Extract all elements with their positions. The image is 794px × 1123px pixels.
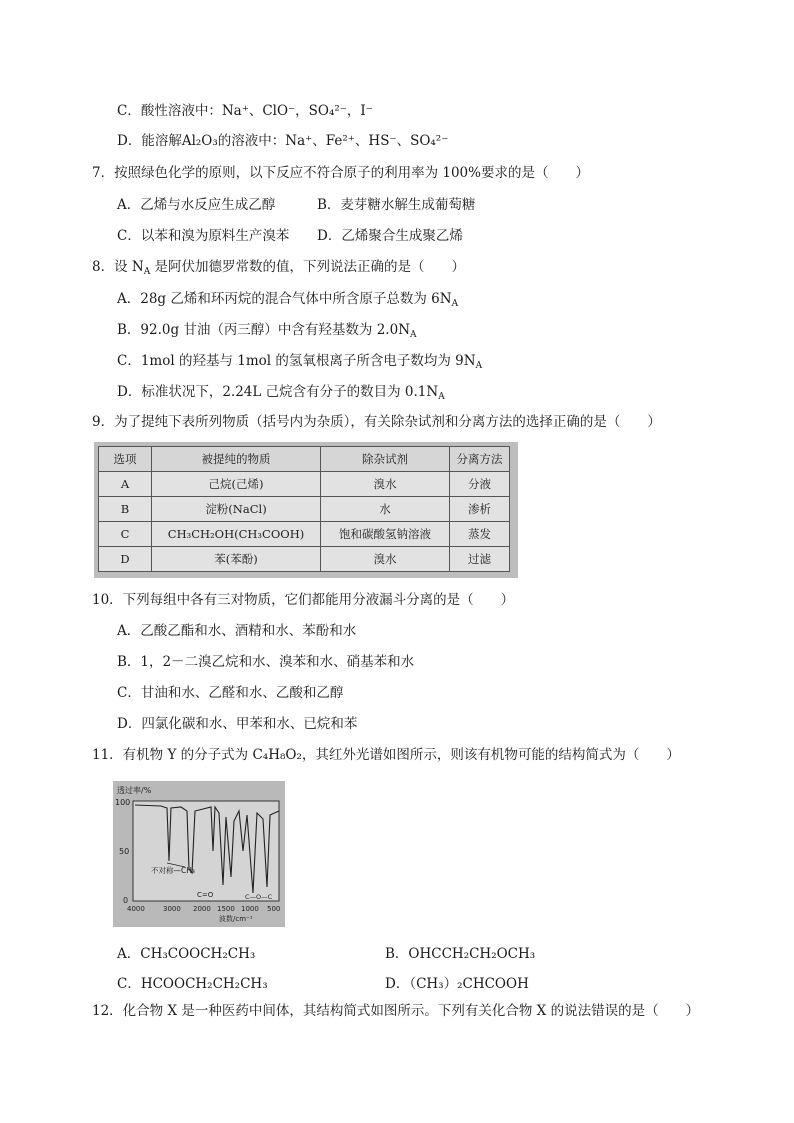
q10-option-d: D．四氯化碳和水、甲苯和水、已烷和苯 — [117, 716, 358, 732]
ir-ylabel: 透过率/% — [117, 786, 152, 795]
table-cell: 水 — [321, 497, 450, 522]
ir-annotation-co: C=O — [197, 891, 214, 899]
q7-option-d: D．乙烯聚合生成聚乙烯 — [317, 228, 463, 244]
question-8: 8．设 $N_A$ 是阿伏加德罗常数的值，下列说法正确的是（ ） — [92, 259, 465, 277]
ir-annotation-ch3: 不对称—CH₃ — [151, 866, 195, 875]
q8-option-c: C．1mol 的羟基与 1mol 的氢氧根离子所含电子数均为 $9N_A$ — [117, 353, 483, 371]
table-header: 被提纯的物质 — [152, 447, 321, 472]
q6-option-d: D．能溶解Al₂O₃的溶液中：Na⁺、Fe²⁺、HS⁻、SO₄²⁻ — [117, 133, 449, 149]
ir-xlabel: 波数/cm⁻¹ — [219, 915, 253, 923]
question-9: 9．为了提纯下表所列物质（括号内为杂质），有关除杂试剂和分离方法的选择正确的是（ ） — [92, 414, 661, 430]
table-cell: CH₃CH₂OH(CH₃COOH) — [152, 522, 321, 547]
ir-ytick: 50 — [119, 847, 130, 856]
question-10: 10．下列每组中各有三对物质，它们都能用分液漏斗分离的是（ ） — [92, 592, 515, 608]
q8-option-b: B．92.0g 甘油（丙三醇）中含有羟基数为 $2.0N_A$ — [117, 322, 417, 340]
purification-table — [98, 446, 510, 572]
ir-ytick: 0 — [123, 896, 129, 905]
table-cell: 饱和碳酸氢钠溶液 — [321, 522, 450, 547]
table-cell: 分液 — [450, 472, 510, 497]
ir-xtick: 500 — [267, 905, 281, 913]
table-cell: 蒸发 — [450, 522, 510, 547]
table-cell: 淀粉(NaCl) — [152, 497, 321, 522]
table-cell: B — [99, 497, 152, 522]
table-cell: 渗析 — [450, 497, 510, 522]
table-header: 分离方法 — [450, 447, 510, 472]
table-row — [99, 522, 510, 547]
ir-xtick: 2000 — [193, 905, 211, 913]
ir-ytick: 100 — [115, 798, 131, 807]
q7-option-b: B．麦芽糖水解生成葡萄糖 — [317, 197, 476, 213]
table-cell: 过滤 — [450, 547, 510, 572]
ir-xtick: 1500 — [217, 905, 235, 913]
table-cell: 苯(苯酚) — [152, 547, 321, 572]
q11-option-d: D．（CH₃）₂CHCOOH — [385, 976, 529, 992]
purification-table-photo — [94, 442, 518, 578]
table-cell: 溴水 — [321, 547, 450, 572]
ir-spectrum-chart — [113, 781, 285, 927]
q11-option-b: B．OHCCH₂CH₂OCH₃ — [385, 946, 536, 962]
table-row — [99, 497, 510, 522]
table-cell: 己烷(己烯) — [152, 472, 321, 497]
table-cell: A — [99, 472, 152, 497]
q7-option-a: A．乙烯与水反应生成乙醇 — [117, 197, 276, 213]
question-7: 7．按照绿色化学的原则，以下反应不符合原子的利用率为 100%要求的是（ ） — [92, 165, 589, 181]
table-cell: 溴水 — [321, 472, 450, 497]
q6-option-c: C．酸性溶液中：Na⁺、ClO⁻，SO₄²⁻，I⁻ — [117, 103, 373, 119]
table-cell: D — [99, 547, 152, 572]
q10-option-c: C．甘油和水、乙醛和水、乙酸和乙醇 — [117, 685, 344, 701]
q8-option-d: D．标准状况下，2.24L 己烷含有分子的数目为 $0.1N_A$ — [117, 384, 445, 402]
q10-option-a: A．乙酸乙酯和水、酒精和水、苯酚和水 — [117, 623, 357, 639]
ir-xtick: 1000 — [241, 905, 259, 913]
q7-option-c: C．以苯和溴为原料生产溴苯 — [117, 228, 290, 244]
q8-option-a: A．28g 乙烯和环丙烷的混合气体中所含原子总数为 $6N_A$ — [117, 291, 459, 309]
table-row — [99, 472, 510, 497]
ir-spectrum-photo — [113, 781, 285, 927]
ir-xtick: 3000 — [163, 905, 181, 913]
table-header-row — [99, 447, 510, 472]
table-header: 选项 — [99, 447, 152, 472]
question-11: 11．有机物 Y 的分子式为 C₄H₈O₂，其红外光谱如图所示，则该有机物可能的结构简式为（ ） — [92, 747, 680, 763]
ir-xtick: 4000 — [127, 905, 145, 913]
q11-option-a: A．CH₃COOCH₂CH₃ — [117, 946, 256, 962]
table-header: 除杂试剂 — [321, 447, 450, 472]
q10-option-b: B．1，2－二溴乙烷和水、溴苯和水、硝基苯和水 — [117, 654, 415, 670]
table-row — [99, 547, 510, 572]
q11-option-c: C．HCOOCH₂CH₂CH₃ — [117, 976, 268, 992]
ir-annotation-coc: C—O—C — [245, 893, 273, 901]
table-cell: C — [99, 522, 152, 547]
question-12: 12．化合物 X 是一种医药中间体，其结构简式如图所示。下列有关化合物 X 的说法错误的是（ ） — [92, 1003, 700, 1019]
